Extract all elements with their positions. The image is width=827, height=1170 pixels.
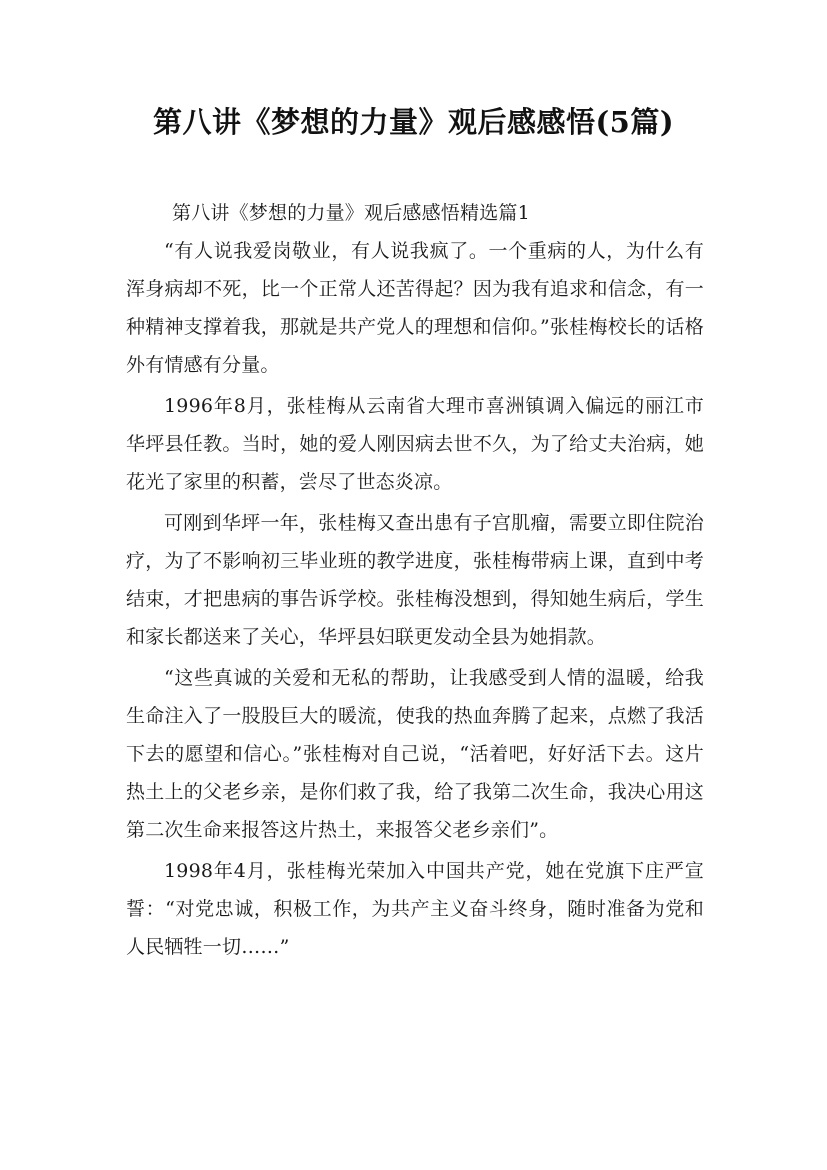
paragraph-4: “这些真诚的关爱和无私的帮助，让我感受到人情的温暖，给我生命注入了一股股巨大的暖流，使我的热血奔腾了起来，点燃了我活下去的愿望和信心。”张桂梅对自己说，“活着吧，好好活下去。这片热土上的父老乡亲，是你们救了我，给了我第二次生命，我决心用这第二次生命来报答这片热土，来报答父老乡亲们”。 xyxy=(126,667,704,841)
paragraph-5: 1998年4月，张桂梅光荣加入中国共产党，她在党旗下庄严宣誓：“对党忠诚，积极工作，为共产主义奋斗终身，随时准备为党和人民牺牲一切……” xyxy=(126,860,704,958)
paragraph-1: “有人说我爱岗敬业，有人说我疯了。一个重病的人，为什么有浑身病却不死，比一个正常人还苦得起？因为我有追求和信念，有一种精神支撑着我，那就是共产党人的理想和信仰。”张桂梅校长的话格外有情感有分量。 xyxy=(126,240,704,376)
document-title: 第八讲《梦想的力量》观后感感悟(5篇) xyxy=(152,105,675,139)
section-heading: 第八讲《梦想的力量》观后感感悟精选篇1 xyxy=(172,202,530,224)
paragraph-2: 1996年8月，张桂梅从云南省大理市喜洲镇调入偏远的丽江市华坪县任教。当时，她的爱人刚因病去世不久，为了给丈夫治病，她花光了家里的积蓄，尝尽了世态炎凉。 xyxy=(126,395,704,493)
paragraph-3: 可刚到华坪一年，张桂梅又查出患有子宫肌瘤，需要立即住院治疗，为了不影响初三毕业班的教学进度，张桂梅带病上课，直到中考结束，才把患病的事告诉学校。张桂梅没想到，得知她生病后，学生和家长都送来了关心，华坪县妇联更发动全县为她捐款。 xyxy=(126,512,704,648)
article-body xyxy=(126,194,704,969)
